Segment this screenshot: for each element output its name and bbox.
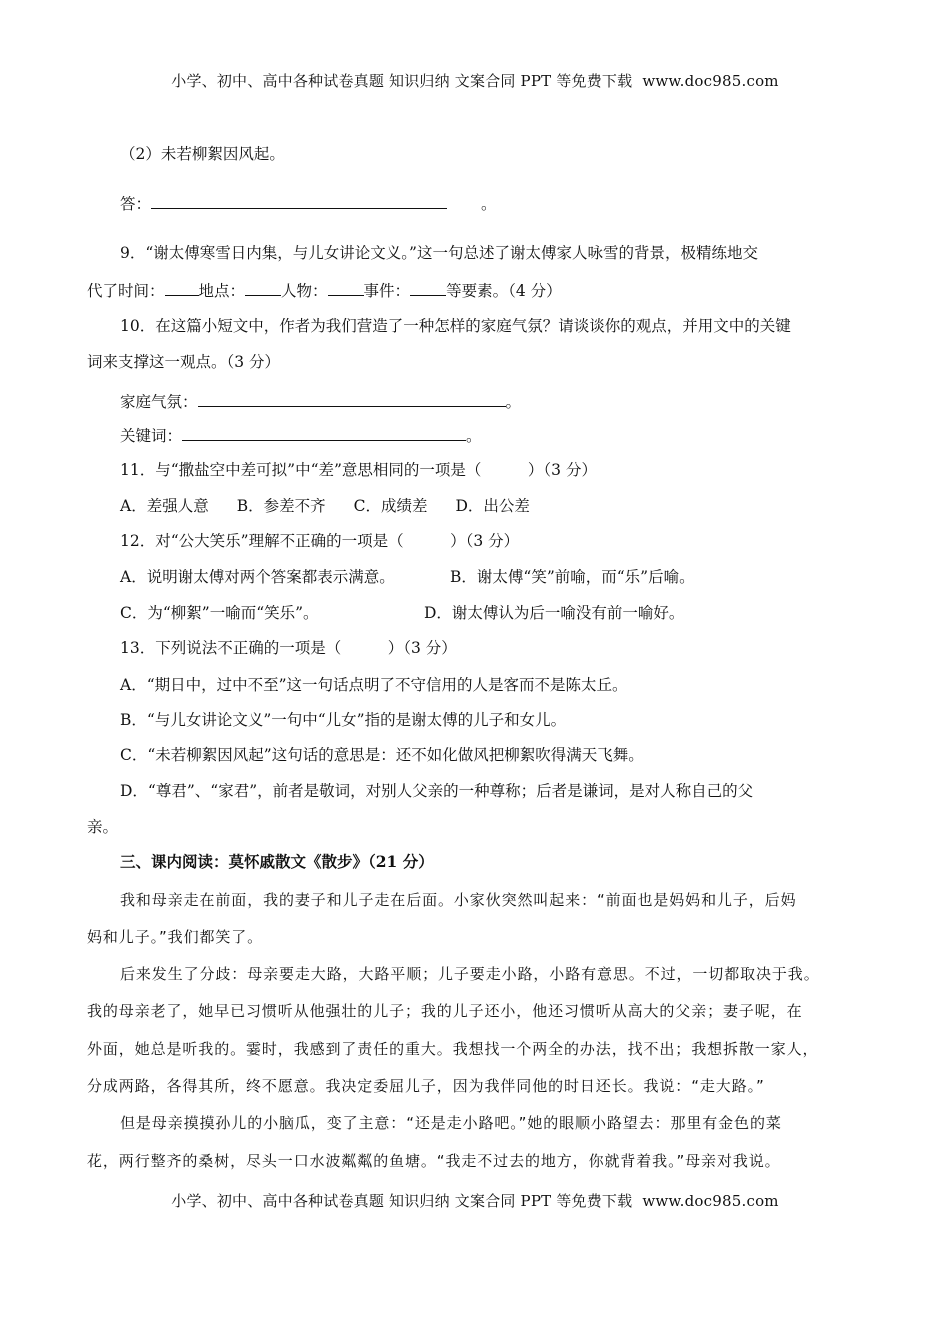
page-header bbox=[0, 70, 950, 91]
q13-option-d-line2: 亲。 bbox=[87, 818, 119, 836]
q13-option-c[interactable]: C．“未若柳絮因风起”这句话的意思是：还不如化做风把柳絮吹得满天飞舞。 bbox=[120, 746, 644, 764]
q11-stem: 11．与“撒盐空中差可拟”中“差”意思相同的一项是（ ）（3 分） bbox=[120, 461, 597, 479]
q9-time-blank[interactable] bbox=[165, 280, 199, 296]
q12-option-a[interactable]: A．说明谢太傅对两个答案都表示满意。 bbox=[120, 568, 395, 586]
q10-atmosphere-label: 家庭气氛： bbox=[120, 393, 198, 411]
passage-p2-line3: 外面，她总是听我的。霎时，我感到了责任的重大。我想找一个两全的办法，找不出；我想拆散一家人， bbox=[87, 1040, 819, 1058]
q10-atmosphere-row bbox=[120, 391, 521, 412]
q10-stem-line2: 词来支撑这一观点。（3 分） bbox=[87, 353, 281, 371]
footer-site[interactable]: www.doc985.com bbox=[642, 1192, 779, 1210]
q9-event-blank[interactable] bbox=[410, 280, 446, 296]
q13-option-d-line1[interactable]: D．“尊君”、“家君”，前者是敬词，对别人父亲的一种尊称；后者是谦词，是对人称自己的父 bbox=[120, 782, 754, 800]
passage-p2-line4: 分成两路，各得其所，终不愿意。我决定委屈儿子，因为我伴同他的时日还长。我说：“走大路。” bbox=[87, 1077, 765, 1095]
passage-p2-line1: 后来发生了分歧：母亲要走大路，大路平顺；儿子要走小路，小路有意思。不过，一切都取决于我。 bbox=[120, 965, 820, 983]
q8-answer-row bbox=[120, 193, 497, 214]
q8-item-2: （2）未若柳絮因风起。 bbox=[120, 145, 285, 163]
q9-place-blank[interactable] bbox=[245, 280, 281, 296]
q9-place-label: 地点： bbox=[198, 282, 246, 300]
q11-option-c[interactable]: C．成绩差 bbox=[353, 497, 428, 515]
q10-stem-line1: 10．在这篇小短文中，作者为我们营造了一种怎样的家庭气氛？请谈谈你的观点，并用文中的关键 bbox=[120, 317, 791, 335]
q12-option-d[interactable]: D．谢太傅认为后一喻没有前一喻好。 bbox=[424, 604, 685, 622]
q10-keyword-row bbox=[120, 425, 482, 446]
q9-stem-line1: 9．“谢太傅寒雪日内集，与儿女讲论文义。”这一句总述了谢太傅家人咏雪的背景，极精练地交 bbox=[120, 244, 758, 262]
q12-option-c[interactable]: C．为“柳絮”一喻而“笑乐”。 bbox=[120, 604, 319, 622]
passage-p1-line1: 我和母亲走在前面，我的妻子和儿子走在后面。小家伙突然叫起来：“前面也是妈妈和儿子，后妈 bbox=[120, 891, 797, 909]
q13-option-b[interactable]: B．“与儿女讲论文义”一句中“儿女”指的是谢太傅的儿子和女儿。 bbox=[120, 711, 567, 729]
header-site[interactable]: www.doc985.com bbox=[642, 72, 779, 90]
q8-answer-blank[interactable] bbox=[151, 193, 447, 209]
q10-atmosphere-end: 。 bbox=[505, 393, 522, 411]
q8-answer-end: 。 bbox=[481, 195, 497, 213]
q11-option-d[interactable]: D．出公差 bbox=[455, 497, 530, 515]
q8-answer-label: 答： bbox=[120, 195, 152, 213]
footer-text: 小学、初中、高中各种试卷真题 知识归纳 文案合同 PPT 等免费下载 bbox=[171, 1192, 633, 1210]
q9-people-blank[interactable] bbox=[328, 280, 364, 296]
q10-atmosphere-blank[interactable] bbox=[198, 391, 506, 407]
passage-p1-line2: 妈和儿子。”我们都笑了。 bbox=[87, 928, 264, 946]
q10-keyword-label: 关键词： bbox=[120, 427, 183, 445]
header-text: 小学、初中、高中各种试卷真题 知识归纳 文案合同 PPT 等免费下载 bbox=[171, 72, 633, 90]
page-footer bbox=[0, 1190, 950, 1211]
q13-option-a[interactable]: A．“期日中，过中不至”这一句话点明了不守信用的人是客而不是陈太丘。 bbox=[120, 676, 628, 694]
q9-stem-line2 bbox=[87, 280, 562, 301]
q9-time-label: 代了时间： bbox=[87, 282, 165, 300]
passage-p2-line2: 我的母亲老了，她早已习惯听从他强壮的儿子；我的儿子还小，他还习惯听从高大的父亲；妻子呢，在 bbox=[87, 1002, 803, 1020]
q12-stem: 12．对“公大笑乐”理解不正确的一项是（ ）（3 分） bbox=[120, 532, 520, 550]
passage-p3-line1: 但是母亲摸摸孙儿的小脑瓜，变了主意：“还是走小路吧。”她的眼顺小路望去：那里有金色的菜 bbox=[120, 1114, 782, 1132]
q9-people-label: 人物： bbox=[281, 282, 328, 300]
q10-keyword-end: 。 bbox=[466, 427, 482, 445]
q9-event-label: 事件： bbox=[363, 282, 411, 300]
q11-option-b[interactable]: B．参差不齐 bbox=[236, 497, 326, 515]
q13-stem: 13．下列说法不正确的一项是（ ）（3 分） bbox=[120, 639, 457, 657]
q11-options bbox=[120, 496, 530, 516]
q9-tail: 等要素。（4 分） bbox=[446, 282, 562, 300]
section-3-heading: 三、课内阅读：莫怀戚散文《散步》（21 分） bbox=[120, 852, 434, 871]
q12-option-b[interactable]: B．谢太傅“笑”前喻，而“乐”后喻。 bbox=[450, 568, 695, 586]
q11-option-a[interactable]: A．差强人意 bbox=[120, 497, 209, 515]
passage-p3-line2: 花，两行整齐的桑树，尽头一口水波粼粼的鱼塘。“我走不过去的地方，你就背着我。”母亲对我说。 bbox=[87, 1152, 781, 1170]
q10-keyword-blank[interactable] bbox=[182, 425, 466, 441]
